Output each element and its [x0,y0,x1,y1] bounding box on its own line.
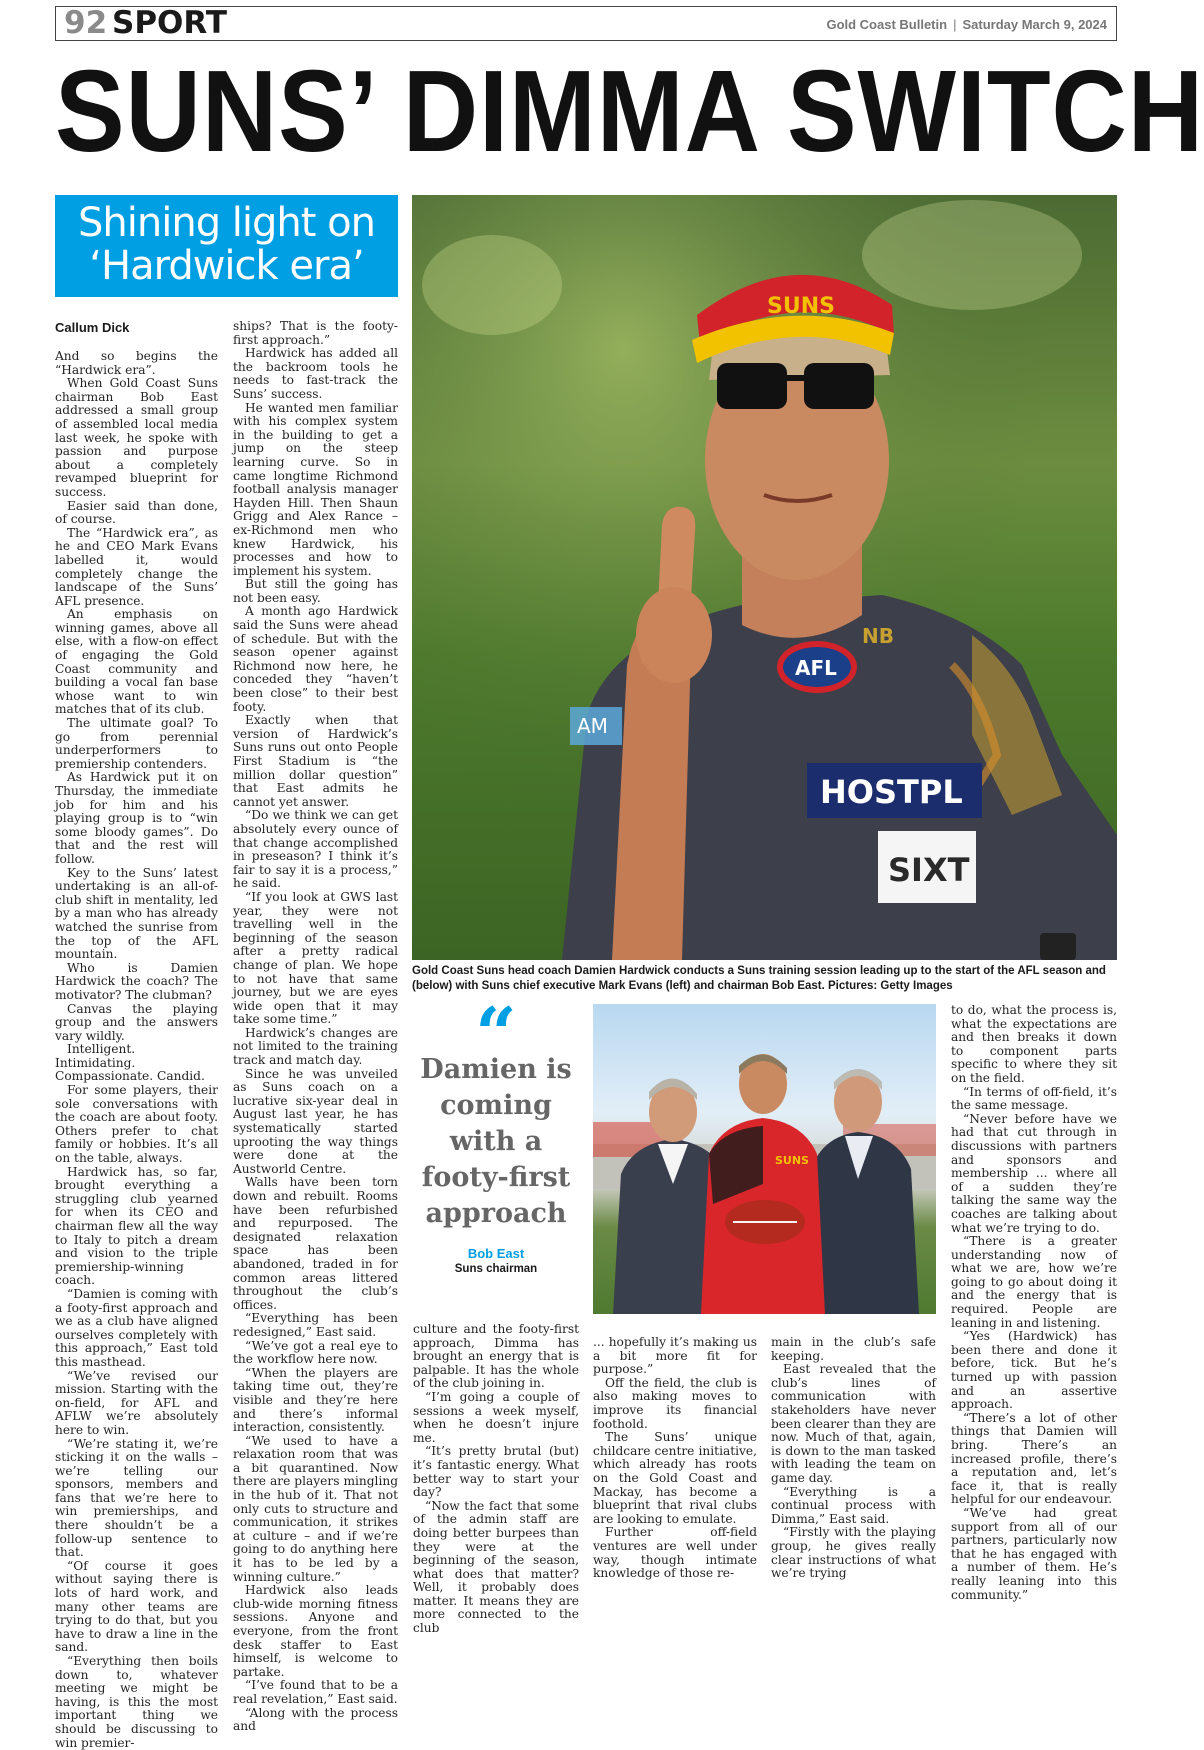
sponsor-text-2: SIXT [888,851,970,889]
paragraph: “If you look at GWS last year, they were not travelling well in the beginning of the season after a pretty radical change of plan. We hope to not have that same journey, but we are eyes wide open that it may take some time.” [233,889,398,1027]
body-column-5 [771,1335,936,1581]
paragraph: “Do we think we can get absolutely every ounce of that change accomplished in preseason? I think it’s fair to say it is a process,” he said. [233,808,398,891]
coach-photo-illustration [412,195,1117,960]
paragraph: ... hopefully it’s making us a bit more fit for purpose.” [593,1335,757,1377]
photo-caption: Gold Coast Suns head coach Damien Hardwick conducts a Suns training session leading up to the start of the AFL season and (below) with Suns chief executive Mark Evans (left) and chairman Bob East. Pictures: Getty Images [412,965,1106,992]
paragraph: “Now the fact that some of the admin staff are doing better burpees than they were at the beginning of the season, what does that matter? Well, it probably does matter. It means they are more connected to the club [413,1498,579,1636]
paragraph: “In terms of off-field, it’s the same message. [951,1084,1117,1113]
paragraph: to do, what the process is, what the expectations are and then breaks it down to component parts specific to where they sit on the field. [951,1003,1117,1085]
page-number: 92 [64,5,108,41]
paragraph: “Yes (Hardwick) has been there and done it before, tick. But he’s turned up with passion and an assertive approach. [951,1329,1117,1412]
paragraph: “Of course it goes without saying there is lots of hard work, and many other teams are trying to do that, but you have to draw a line in the sand. [55,1558,218,1655]
page-header [55,6,1117,41]
paragraph: main in the club’s safe keeping. [771,1335,936,1363]
body-column-3 [413,1322,579,1636]
paragraph: Easier said than done, of course. [55,498,218,527]
paragraph: Since he was unveiled as Suns coach on a lucrative six-year deal in August last year, he has systematically started uprooting the way things were done at the Austworld Centre. [233,1066,398,1176]
paragraph: “We’ve revised our mission. Starting with the on-field, for AFL and AFLW we’re absolutely here to win. [55,1368,218,1437]
paragraph: Hardwick’s changes are not limited to the training track and match day. [233,1025,398,1068]
publication-info [826,17,1107,32]
afl-logo-text: AFL [795,656,837,680]
kicker-box [55,195,398,297]
paragraph: Exactly when that version of Hardwick’s Suns runs out onto People First Stadium is “the million dollar question” that East admits he cannot yet answer. [233,713,398,809]
paragraph: ships? That is the footy-first approach.” [233,319,398,347]
body-column-4 [593,1335,757,1581]
paragraph: Further off-field ventures are well under way, though intimate knowledge of those re- [593,1525,757,1581]
paragraph: “We’ve had great support from all of our partners, particularly now that he has engaged with a number of them. He’s really leaning into this community.” [951,1505,1117,1602]
kicker-line-2: ‘Hardwick era’ [89,243,364,289]
visor-text: SUNS [767,294,835,319]
nb-logo-text: NB [862,624,894,648]
paragraph: “When the players are taking time out, they’re visible and they’re here and there’s informal interaction, consistently. [233,1365,398,1435]
paragraph: “Everything is a continual process with Dimma,” East said. [771,1484,936,1526]
paragraph: “Along with the process and [233,1705,398,1734]
paragraph: East revealed that the club’s lines of communication with stakeholders have never been clearer than they are now. Much of that, again, is down to the man tasked with leading the team on game day. [771,1362,936,1485]
body-column-2 [233,319,398,1734]
paragraph: The ultimate goal? To go from perennial underperformers to premiership contenders. [55,716,218,771]
paragraph: culture and the footy-first approach, Dimma has brought an energy that is palpable. It has the whole of the club joining in. [413,1322,579,1391]
paragraph: “I’ve found that to be a real revelation,” East said. [233,1678,398,1706]
quote-attribution-role: Suns chairman [454,1263,538,1275]
paragraph: But still the going has not been easy. [233,577,398,605]
publication-date: Saturday March 9, 2024 [962,17,1107,32]
paragraph: Hardwick also leads club-wide morning fitness sessions. Anyone and everyone, from the front desk staffer to East himself, is welcome to partake. [233,1583,398,1679]
shirt-text: SUNS [775,1154,809,1167]
paragraph: “We’re stating it, we’re sticking it on the walls – we’re telling our sponsors, members and fans that we’re here to win premierships, and there shouldn’t be a follow-up sentence to that. [55,1436,218,1560]
paragraph: And so begins the “Hardwick era”. [55,349,218,377]
paragraph: For some players, their sole conversations with the coach are about footy. Others prefer to chat family or hobbies. It’s all on the table, always. [55,1083,218,1166]
paragraph: Who is Damien Hardwick the coach? The motivator? The clubman? [55,960,218,1002]
paragraph: Key to the Suns’ latest undertaking is an all-of-club shift in mentality, led by a man who has already watched the sunrise from the top of the AFL mountain. [55,865,218,962]
quote-mark: “ [475,991,517,1076]
paragraph: An emphasis on winning games, above all else, with a flow-on effect of engaging the Gold Coast community and building a vocal fan base whose want to win matches that of its club. [55,607,218,717]
paragraph: “Never before have we had that cut through in discussions with partners and sponsors and membership ... where all of a sudden they’re talking the same way the coaches are talking about what we’re trying to do. [951,1111,1117,1235]
paragraph: The “Hardwick era”, as he and CEO Mark Evans labelled it, would completely change the landscape of the Suns’ AFL presence. [55,525,218,608]
headline: SUNS’ DIMMA SWITCH [55,46,1204,176]
body-column-1 [55,349,218,1750]
paragraph: “There is a greater understanding now of what we are, how we’re going to go about doing it and the energy that is required. People are leaning in and listening. [951,1234,1117,1330]
am-logo-text: AM [577,714,608,738]
paragraph: “Everything has been redesigned,” East said. [233,1311,398,1339]
paragraph: Walls have been torn down and rebuilt. Rooms have been refurbished and repurposed. The designated relaxation space has been abandoned, traded in for common areas littered throughout the club’s offices. [233,1175,398,1312]
paragraph: “Damien is coming with a footy-first approach and we as a club have aligned ourselves completely with this approach,” East told this masthead. [55,1286,218,1369]
paragraph: Hardwick has added all the backroom tools he needs to fast-track the Suns’ success. [233,346,398,401]
paragraph: “There’s a lot of other things that Damien will bring. There’s an increased profile, there’s a reputation and, let’s face it, that is really helpful for our endeavour. [951,1410,1117,1507]
paragraph: “We’ve got a real eye to the workflow here now. [233,1338,398,1367]
paragraph: “Firstly with the playing group, he gives really clear instructions of what we’re trying [771,1525,936,1581]
paragraph: “We used to have a relaxation room that was a bit quarantined. Now there are players mingling in the hub of it. That not only cuts to structure and communication, it strikes at culture – and if we’re going to do anything here it has to be led by a winning culture.” [233,1433,398,1584]
paragraph: Canvas the playing group and the answers vary wildly. [55,1001,218,1043]
publication-name: Gold Coast Bulletin [826,17,948,32]
paragraph: The Suns’ unique childcare centre initiative, which already has roots on the Gold Coast and Mackay, has become a blueprint that rival clubs are looking to emulate. [593,1430,757,1526]
three-men-photo-illustration [593,1004,936,1314]
secondary-photo [593,1004,936,1314]
sponsor-text-1: HOSTPL [820,773,963,811]
paragraph: “Everything then boils down to, whatever meeting we might be having, is this the most important thing we should be discussing to win premier- [55,1654,218,1750]
paragraph: “I’m going a couple of sessions a week myself, when he doesn’t injure me. [413,1389,579,1445]
quote-text: Damien is coming with a footy-first approach [420,1054,572,1229]
paragraph: When Gold Coast Suns chairman Bob East addressed a small group of assembled local media last week, he spoke with passion and purpose about a completely revamped blueprint for success. [55,376,218,499]
body-column-6 [951,1003,1117,1602]
paragraph: Intelligent. Intimidating. Compassionate. Candid. [55,1042,205,1084]
byline: Callum Dick [55,320,130,335]
main-photo [412,195,1117,960]
paragraph: He wanted men familiar with his complex system in the building to get a jump on the steep learning curve. So in came longtime Richmond football analysis manager Hayden Hill. Then Shaun Grigg and Alex Rance – ex-Richmond men who knew Hardwick, his processes and how to implement his system. [233,400,398,578]
kicker-line-1: Shining light on [78,200,375,246]
quote-attribution-name: Bob East [467,1246,525,1261]
paragraph: “It’s pretty brutal (but) it’s fantastic energy. What better way to start your day? [413,1444,579,1500]
paragraph: A month ago Hardwick said the Suns were ahead of schedule. But with the season opener against Richmond now here, he conceded they “haven’t been close” to their best footy. [233,604,398,714]
pull-quote [413,991,579,1304]
section-name: SPORT [112,5,228,41]
paragraph: Hardwick has, so far, brought everything a struggling club yearned for when its CEO and chairman flew all the way to Italy to pitch a dream and vision to the triple premiership-winning coach. [55,1164,218,1288]
paragraph: As Hardwick put it on Thursday, the immediate job for him and his playing group is to “win some bloody games”. Do that and the rest will follow. [55,770,218,866]
paragraph: Off the field, the club is also making moves to improve its financial foothold. [593,1375,757,1431]
separator: | [953,17,957,32]
